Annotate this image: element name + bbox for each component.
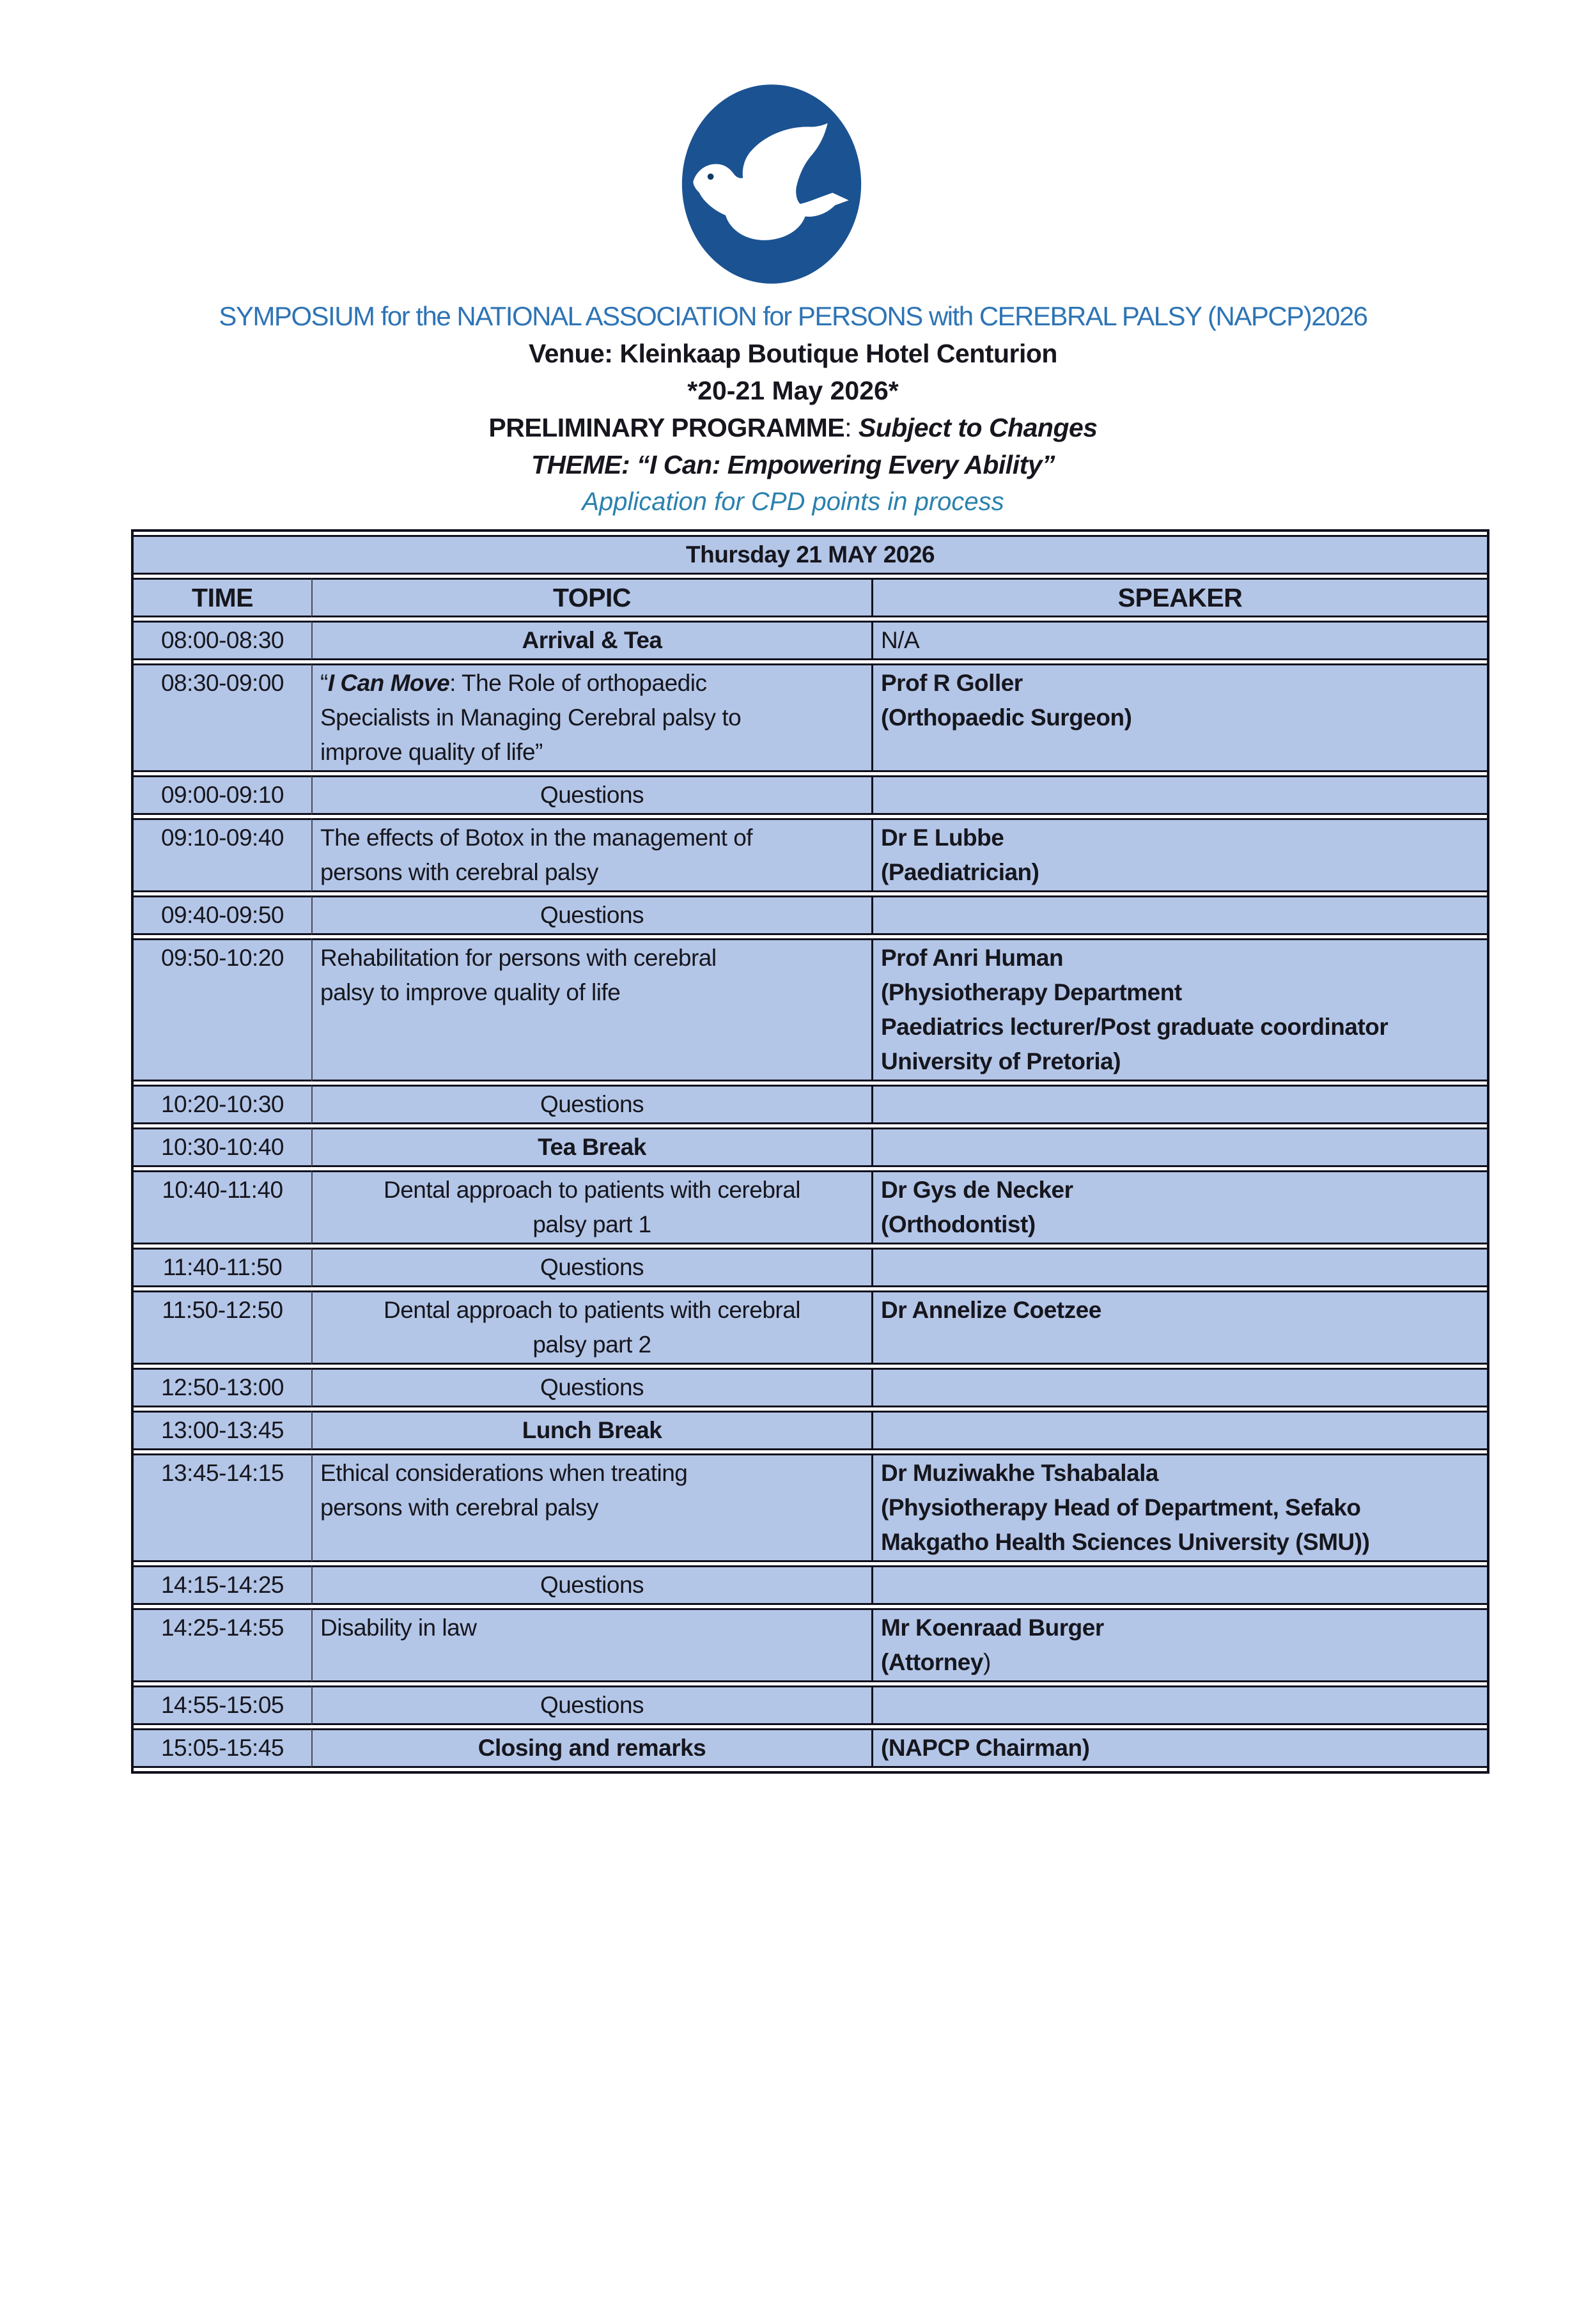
text-segment: palsy part 2 [533,1331,651,1358]
text-segment: I Can Move [327,670,450,696]
topic-cell [311,775,871,815]
speaker-cell [871,1411,1487,1450]
cell-line [320,821,864,855]
table-row [134,1127,1487,1167]
cell-line [320,1207,864,1242]
programme-note: Subject to Changes [858,413,1098,442]
cell-line [881,821,1479,855]
text-segment: Dental approach to patients with cerebral [383,1297,801,1323]
text-segment: Questions [540,1091,644,1117]
cell-line [320,1250,864,1285]
cell-line [320,778,864,812]
speaker-cell [871,1085,1487,1124]
table-row [134,1248,1487,1287]
text-segment: Ethical considerations when treating [320,1460,688,1486]
cell-line [881,1611,1479,1645]
cell-line [881,701,1479,735]
topic-cell [311,1127,871,1167]
napcp-logo [678,82,865,288]
cell-line [881,1491,1479,1525]
text-segment: Dr Gys de Necker [881,1177,1073,1203]
text-segment: Dental approach to patients with cerebral [383,1177,801,1203]
speaker-cell [871,1127,1487,1167]
time-cell: 11:40-11:50 [134,1248,311,1287]
cell-line [320,735,864,770]
table-row [134,1685,1487,1725]
topic-cell [311,1453,871,1562]
document-page [0,82,1586,1774]
time-cell: 15:05-15:45 [134,1728,311,1768]
time-cell: 09:00-09:10 [134,775,311,815]
text-segment: Dr Annelize Coetzee [881,1297,1101,1323]
topic-cell [311,895,871,935]
text-segment: Questions [540,1692,644,1718]
text-segment: (Orthopaedic Surgeon) [881,704,1132,731]
speaker-cell [871,895,1487,935]
cell-line [320,1611,864,1645]
speaker-cell [871,1565,1487,1605]
cell-line [881,1293,1479,1328]
time-cell: 10:40-11:40 [134,1170,311,1244]
speaker-cell [871,1453,1487,1562]
text-segment: Questions [540,1254,644,1280]
table-row [134,1728,1487,1768]
text-segment: “ [320,670,328,696]
column-header-row [134,578,1487,617]
cell-line [320,1688,864,1723]
topic-cell [311,1685,871,1725]
text-segment: Arrival & Tea [522,627,662,653]
text-segment: N/A [881,627,920,653]
cell-line [881,1525,1479,1560]
text-segment: University of Pretoria) [881,1048,1121,1074]
text-segment: (Physiotherapy Head of Department, Sefako [881,1494,1361,1521]
cell-line [320,1456,864,1491]
cell-line [320,1328,864,1362]
topic-cell [311,938,871,1081]
cell-line [881,1207,1479,1242]
time-cell: 09:40-09:50 [134,895,311,935]
topic-cell [311,1170,871,1244]
cell-line [320,1370,864,1405]
topic-cell [311,1248,871,1287]
speaker-cell [871,1728,1487,1768]
table-row [134,663,1487,772]
programme-label: PRELIMINARY PROGRAMME [488,413,845,442]
text-segment: (Attorney [881,1649,983,1675]
table-row [134,1411,1487,1450]
cell-line [881,1731,1479,1765]
time-cell: 08:00-08:30 [134,621,311,660]
text-segment: Specialists in Managing Cerebral palsy to [320,704,742,731]
programme-line [0,409,1586,446]
col-header-speaker: SPEAKER [871,578,1487,617]
text-segment: Questions [540,782,644,808]
table-row [134,938,1487,1081]
table-row [134,1608,1487,1682]
text-segment: Questions [540,1572,644,1598]
cpd-note: Application for CPD points in process [582,488,1004,516]
topic-cell [311,818,871,892]
time-cell: 13:00-13:45 [134,1411,311,1450]
time-cell: 14:55-15:05 [134,1685,311,1725]
text-segment: ) [983,1649,991,1675]
speaker-cell [871,1248,1487,1287]
time-cell: 14:25-14:55 [134,1608,311,1682]
text-segment: Prof R Goller [881,670,1023,696]
venue-line: Venue: Kleinkaap Boutique Hotel Centurion [529,339,1057,368]
cell-line [320,1413,864,1448]
speaker-cell [871,1608,1487,1682]
cell-line [320,1731,864,1765]
cell-line [320,975,864,1010]
text-segment: Rehabilitation for persons with cerebral [320,945,717,971]
text-segment: Questions [540,902,644,928]
cell-line [881,1010,1479,1044]
cell-line [320,1173,864,1207]
topic-cell [311,621,871,660]
day-header: Thursday 21 MAY 2026 [134,535,1487,575]
text-segment: palsy to improve quality of life [320,979,621,1005]
table-row [134,895,1487,935]
text-segment: Tea Break [538,1134,646,1160]
table-row [134,621,1487,660]
topic-cell [311,1368,871,1407]
speaker-cell [871,1368,1487,1407]
speaker-cell [871,775,1487,815]
text-segment: Prof Anri Human [881,945,1064,971]
cell-line [881,975,1479,1010]
cell-line [320,1568,864,1602]
cell-line [881,623,1479,658]
text-segment: persons with cerebral palsy [320,1494,598,1521]
topic-cell [311,1411,871,1450]
cell-line [320,623,864,658]
text-segment: improve quality of life” [320,739,543,765]
text-segment: Questions [540,1374,644,1400]
text-segment: : The Role of orthopaedic [449,670,707,696]
programme-table [131,529,1489,1774]
col-header-time: TIME [134,578,311,617]
text-segment: palsy part 1 [533,1211,651,1237]
cell-line [320,1130,864,1165]
cell-line [320,898,864,933]
time-cell: 10:30-10:40 [134,1127,311,1167]
table-row [134,1368,1487,1407]
cell-line [881,1645,1479,1680]
topic-cell [311,1565,871,1605]
time-cell: 12:50-13:00 [134,1368,311,1407]
text-segment: Mr Koenraad Burger [881,1615,1104,1641]
cell-line [881,666,1479,701]
text-segment: Makgatho Health Sciences University (SMU)) [881,1529,1370,1555]
dates-line: *20-21 May 2026* [687,376,899,405]
cell-line [881,855,1479,890]
topic-cell [311,1728,871,1768]
table-row [134,1565,1487,1605]
cell-line [881,1044,1479,1079]
table-row [134,1170,1487,1244]
topic-cell [311,1290,871,1365]
time-cell: 09:50-10:20 [134,938,311,1081]
cell-line [320,1491,864,1525]
day-header-row [134,535,1487,575]
text-segment: (Physiotherapy Department [881,979,1182,1005]
time-cell: 08:30-09:00 [134,663,311,772]
programme-separator: : [844,413,859,442]
table-row [134,775,1487,815]
text-segment: Closing and remarks [478,1735,706,1761]
text-segment: persons with cerebral palsy [320,859,598,885]
text-segment: (NAPCP Chairman) [881,1735,1090,1761]
dove-icon [678,82,865,288]
cell-line [320,1293,864,1328]
table-row [134,818,1487,892]
cell-line [320,855,864,890]
speaker-cell [871,1170,1487,1244]
cell-line [320,1087,864,1122]
time-cell: 14:15-14:25 [134,1565,311,1605]
cell-line [320,941,864,975]
text-segment: Paediatrics lecturer/Post graduate coordinator [881,1014,1388,1040]
table-row [134,1453,1487,1562]
text-segment: The effects of Botox in the management of [320,825,753,851]
topic-cell [311,1608,871,1682]
col-header-topic: TOPIC [311,578,871,617]
text-segment: Disability in law [320,1615,477,1641]
table-row [134,1290,1487,1365]
time-cell: 13:45-14:15 [134,1453,311,1562]
speaker-cell [871,938,1487,1081]
theme-label: THEME: [531,450,637,479]
cell-line [881,941,1479,975]
cell-line [320,666,864,701]
text-segment: (Orthodontist) [881,1211,1036,1237]
text-segment: Dr Muziwakhe Tshabalala [881,1460,1158,1486]
symposium-title: SYMPOSIUM for the NATIONAL ASSOCIATION for PERSONS with CEREBRAL PALSY (NAPCP)2026 [219,301,1367,331]
speaker-cell [871,1685,1487,1725]
topic-cell [311,663,871,772]
speaker-cell [871,663,1487,772]
speaker-cell [871,621,1487,660]
speaker-cell [871,818,1487,892]
time-cell: 11:50-12:50 [134,1290,311,1365]
cell-line [881,1173,1479,1207]
time-cell: 09:10-09:40 [134,818,311,892]
text-segment: Lunch Break [522,1417,662,1443]
table-row [134,1085,1487,1124]
text-segment: Dr E Lubbe [881,825,1004,851]
theme-line [0,446,1586,483]
theme-text: “I Can: Empowering Every Ability” [636,450,1055,479]
speaker-cell [871,1290,1487,1365]
cell-line [320,701,864,735]
topic-cell [311,1085,871,1124]
text-segment: (Paediatrician) [881,859,1039,885]
time-cell: 10:20-10:30 [134,1085,311,1124]
cell-line [881,1456,1479,1491]
